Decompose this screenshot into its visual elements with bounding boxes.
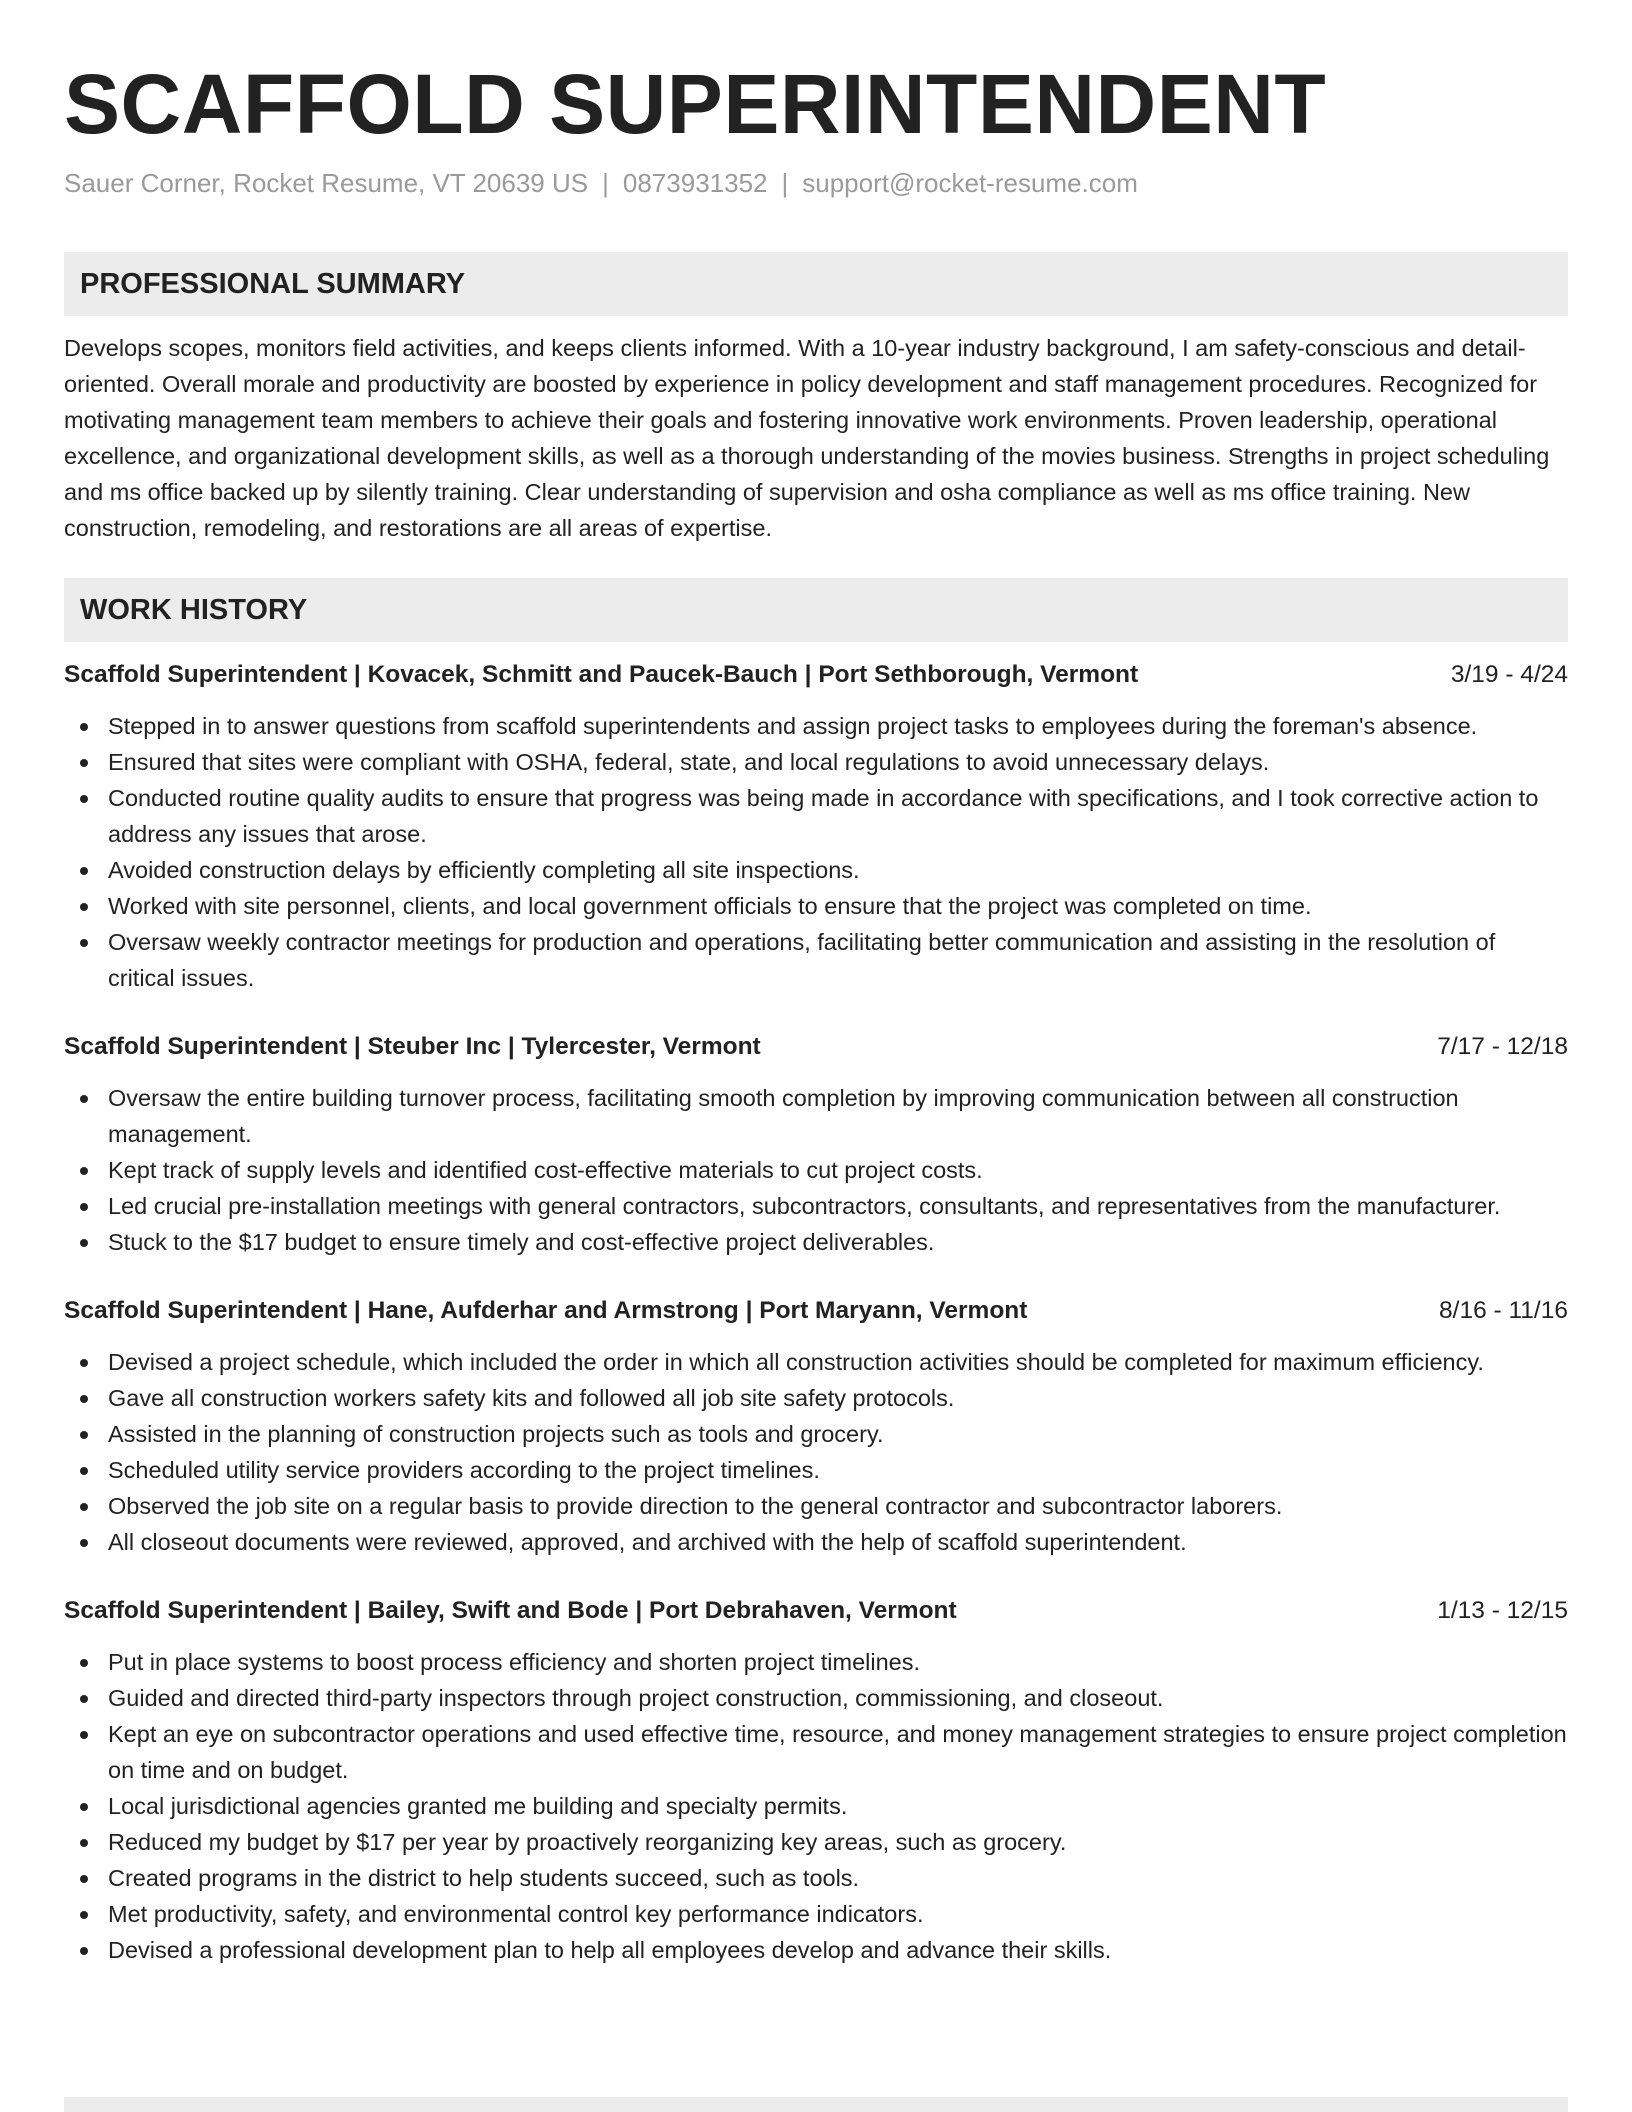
job-dates: 1/13 - 12/15 [1437,1597,1568,1624]
job-bullet: Devised a professional development plan to help all employees develop and advance their skills. [64,1932,1568,1968]
resume-page [64,0,1568,1968]
job-bullet: Oversaw the entire building turnover process, facilitating smooth completion by improving communication between all construction management. [64,1080,1568,1152]
contact-line [64,166,1568,200]
next-section-header-bar [64,2097,1568,2112]
job-bullet: Scheduled utility service providers according to the project timelines. [64,1452,1568,1488]
job-bullet: Stepped in to answer questions from scaffold superintendents and assign project tasks to employees during the foreman's absence. [64,708,1568,744]
work-history-list [64,658,1568,1968]
job-bullet: Created programs in the district to help students succeed, such as tools. [64,1860,1568,1896]
contact-separator: | [602,168,609,198]
job-bullet: Gave all construction workers safety kits and followed all job site safety protocols. [64,1380,1568,1416]
contact-address: Sauer Corner, Rocket Resume, VT 20639 US [64,168,589,198]
job-title-row [64,658,1568,692]
job-bullet: Kept an eye on subcontractor operations and used effective time, resource, and money management strategies to ensure project completion on time and on budget. [64,1716,1568,1788]
job-bullets [64,708,1568,996]
job-bullet: Led crucial pre-installation meetings with general contractors, subcontractors, consultants, and representatives from the manufacturer. [64,1188,1568,1224]
job-bullet: Local jurisdictional agencies granted me building and specialty permits. [64,1788,1568,1824]
job-title-row [64,1030,1568,1064]
job-entry [64,1594,1568,1968]
job-bullet: All closeout documents were reviewed, approved, and archived with the help of scaffold superintendent. [64,1524,1568,1560]
job-bullet: Ensured that sites were compliant with OSHA, federal, state, and local regulations to avoid unnecessary delays. [64,744,1568,780]
job-title-row [64,1594,1568,1628]
job-bullet: Put in place systems to boost process efficiency and shorten project timelines. [64,1644,1568,1680]
job-bullet: Guided and directed third-party inspectors through project construction, commissioning, and closeout. [64,1680,1568,1716]
job-entry [64,658,1568,996]
job-dates: 3/19 - 4/24 [1450,661,1568,688]
job-bullet: Devised a project schedule, which included the order in which all construction activities should be completed for maximum efficiency. [64,1344,1568,1380]
job-bullet: Avoided construction delays by efficiently completing all site inspections. [64,852,1568,888]
job-title: Scaffold Superintendent | Bailey, Swift and Bode | Port Debrahaven, Vermont [64,1597,957,1624]
job-title: Scaffold Superintendent | Kovacek, Schmitt and Paucek-Bauch | Port Sethborough, Vermont [64,661,1139,688]
job-dates: 8/16 - 11/16 [1439,1297,1568,1324]
contact-separator: | [781,168,789,198]
job-title: Scaffold Superintendent | Hane, Aufderhar and Armstrong | Port Maryann, Vermont [64,1297,1028,1324]
summary-heading: PROFESSIONAL SUMMARY [64,252,1568,316]
job-dates: 7/17 - 12/18 [1437,1033,1568,1060]
job-bullet: Met productivity, safety, and environmental control key performance indicators. [64,1896,1568,1932]
job-bullet: Kept track of supply levels and identified cost-effective materials to cut project costs. [64,1152,1568,1188]
job-bullet: Conducted routine quality audits to ensure that progress was being made in accordance with specifications, and I took corrective action to address any issues that arose. [64,780,1568,852]
job-entry [64,1294,1568,1560]
job-bullet: Worked with site personnel, clients, and local government officials to ensure that the project was completed on time. [64,888,1568,924]
summary-text: Develops scopes, monitors field activities, and keeps clients informed. With a 10-year industry background, I am safety-conscious and detail-oriented. Overall morale and productivity are boosted by experience in policy development and staff management procedures. Recognized for motivating management team members to achieve their goals and fostering innovative work environments. Proven leadership, operational excellence, and organizational development skills, as well as a thorough understanding of the movies business. Strengths in project scheduling and ms office backed up by silently training. Clear understanding of supervision and osha compliance as well as ms office training. New construction, remodeling, and restorations are all areas of expertise. [64,335,1550,541]
resume-name: SCAFFOLD SUPERINTENDENT [64,57,1327,151]
job-bullet: Assisted in the planning of construction projects such as tools and grocery. [64,1416,1568,1452]
job-bullet: Stuck to the $17 budget to ensure timely and cost-effective project deliverables. [64,1224,1568,1260]
job-bullets [64,1344,1568,1560]
job-bullet: Observed the job site on a regular basis to provide direction to the general contractor and subcontractor laborers. [64,1488,1568,1524]
job-entry [64,1030,1568,1260]
job-bullet: Reduced my budget by $17 per year by proactively reorganizing key areas, such as grocery. [64,1824,1568,1860]
work-history-heading: WORK HISTORY [64,578,1568,642]
job-title: Scaffold Superintendent | Steuber Inc | Tylercester, Vermont [64,1033,761,1060]
job-title-row [64,1294,1568,1328]
job-bullets [64,1644,1568,1968]
job-bullets [64,1080,1568,1260]
contact-phone: 0873931352 [622,168,768,198]
contact-email: support@rocket-resume.com [802,168,1138,198]
job-bullet: Oversaw weekly contractor meetings for production and operations, facilitating better communication and assisting in the resolution of critical issues. [64,924,1568,996]
